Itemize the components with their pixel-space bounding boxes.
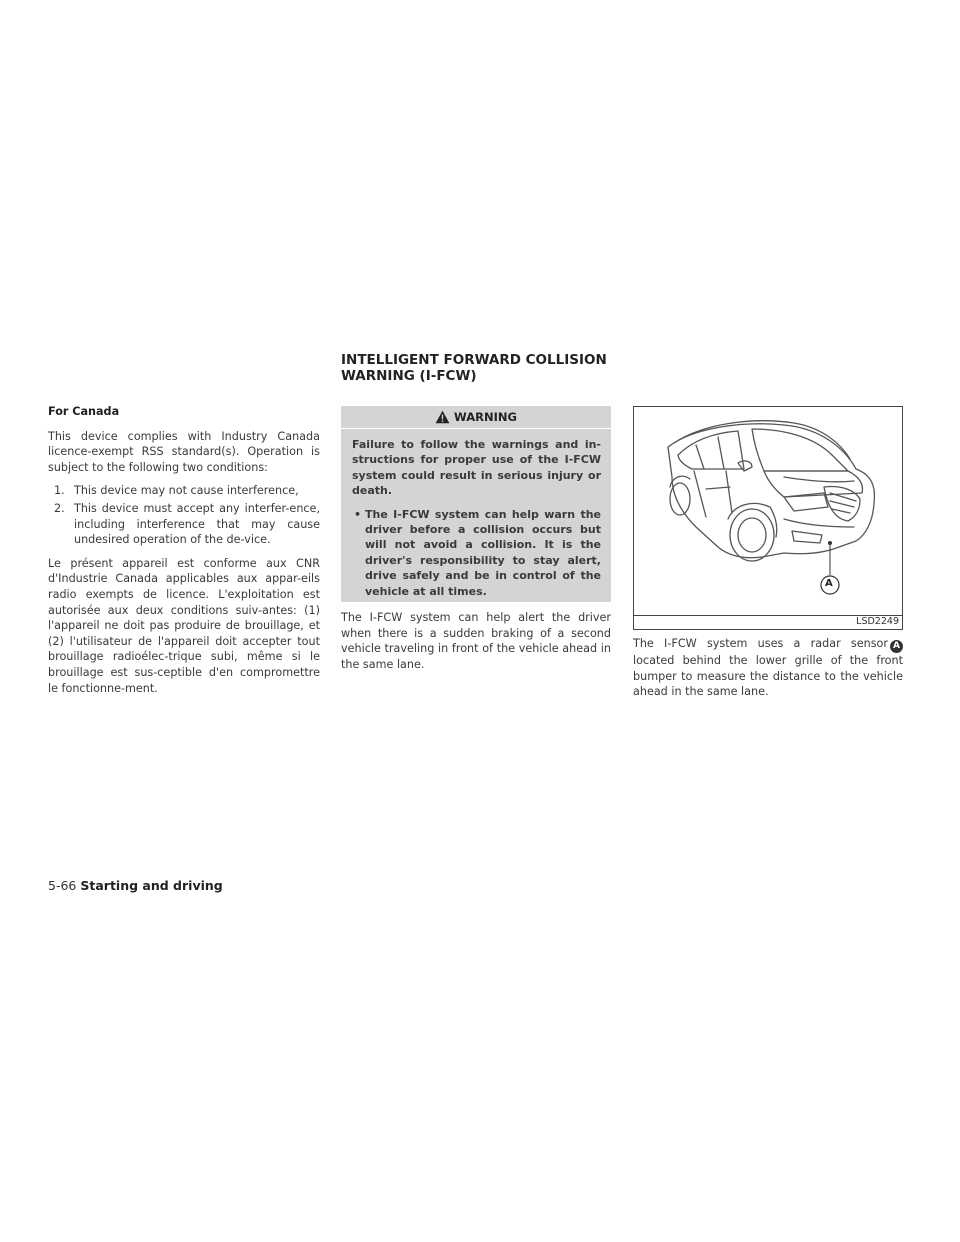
- list-text: This device may not cause interference,: [74, 484, 299, 498]
- vehicle-drawing: [634, 407, 902, 615]
- list-item: [48, 501, 320, 548]
- list-number: 1.: [54, 484, 65, 498]
- list-item: [48, 483, 320, 499]
- chapter-title: Starting and driving: [80, 878, 223, 893]
- conditions-list: [48, 483, 320, 547]
- canada-intro: This device complies with Industry Canada licence-exempt RSS standard(s). Operation is subject to the following two conditions:: [48, 429, 320, 474]
- list-text: This device must accept any interfer-ence, including interference that may cause undesired operation of the de-vice.: [74, 501, 320, 547]
- warning-box: [341, 406, 611, 602]
- warning-header: [341, 406, 611, 428]
- callout-label-a: A: [825, 578, 833, 589]
- canada-heading: For Canada: [48, 405, 120, 418]
- section-title: [341, 352, 641, 384]
- warning-paragraph: Failure to follow the warnings and in-structions for proper use of the I-FCW system could result in serious injury or death.: [352, 438, 601, 498]
- sensor-paragraph: [633, 636, 903, 700]
- section-title-line1: INTELLIGENT FORWARD COLLISION: [341, 352, 607, 368]
- description-column: [341, 610, 611, 680]
- bullet-mark: •: [354, 507, 362, 521]
- sensor-column: [633, 636, 903, 708]
- warning-triangle-icon: [435, 410, 450, 424]
- description-paragraph: The I-FCW system can help alert the driver when there is a sudden braking of a second vehicle traveling in front of the vehicle ahead in the same lane.: [341, 611, 611, 671]
- list-number: 2.: [54, 501, 65, 515]
- warning-label: WARNING: [454, 410, 517, 424]
- warning-body: [341, 429, 611, 599]
- warning-bullet: [352, 507, 601, 599]
- figure-id: LSD2249: [856, 616, 899, 627]
- sensor-text-before: The I-FCW system uses a radar sensor: [633, 637, 888, 650]
- page-footer: [48, 878, 223, 893]
- canada-compliance-column: [48, 404, 320, 704]
- vehicle-illustration: [633, 406, 903, 630]
- french-paragraph: Le présent appareil est conforme aux CNR d'Industrie Canada applicables aux appar-eils radio exempts de licence. L'exploitation est autorisée aux deux conditions suiv-antes: (1) l'appareil ne doit pas produire de brouillage, et (2) l'utilisateur de l'appareil doit accepter tout brouillage radioélec-trique subi, même si le brouillage est sus-ceptible d'en compromettre le fonctionne-ment.: [48, 556, 320, 695]
- section-title-line2: WARNING (I-FCW): [341, 368, 477, 384]
- page-number: 5-66: [48, 878, 77, 893]
- sensor-text-after: located behind the lower grille of the front bumper to measure the distance to the vehicle ahead in the same lane.: [633, 654, 903, 699]
- callout-a-icon: A: [890, 640, 903, 653]
- warning-bullet-text: The I-FCW system can help warn the driver before a collision occurs but will not avoid a collision. It is the driver's responsibility to stay alert, drive safely and be in control of the vehicle at all times.: [365, 507, 601, 598]
